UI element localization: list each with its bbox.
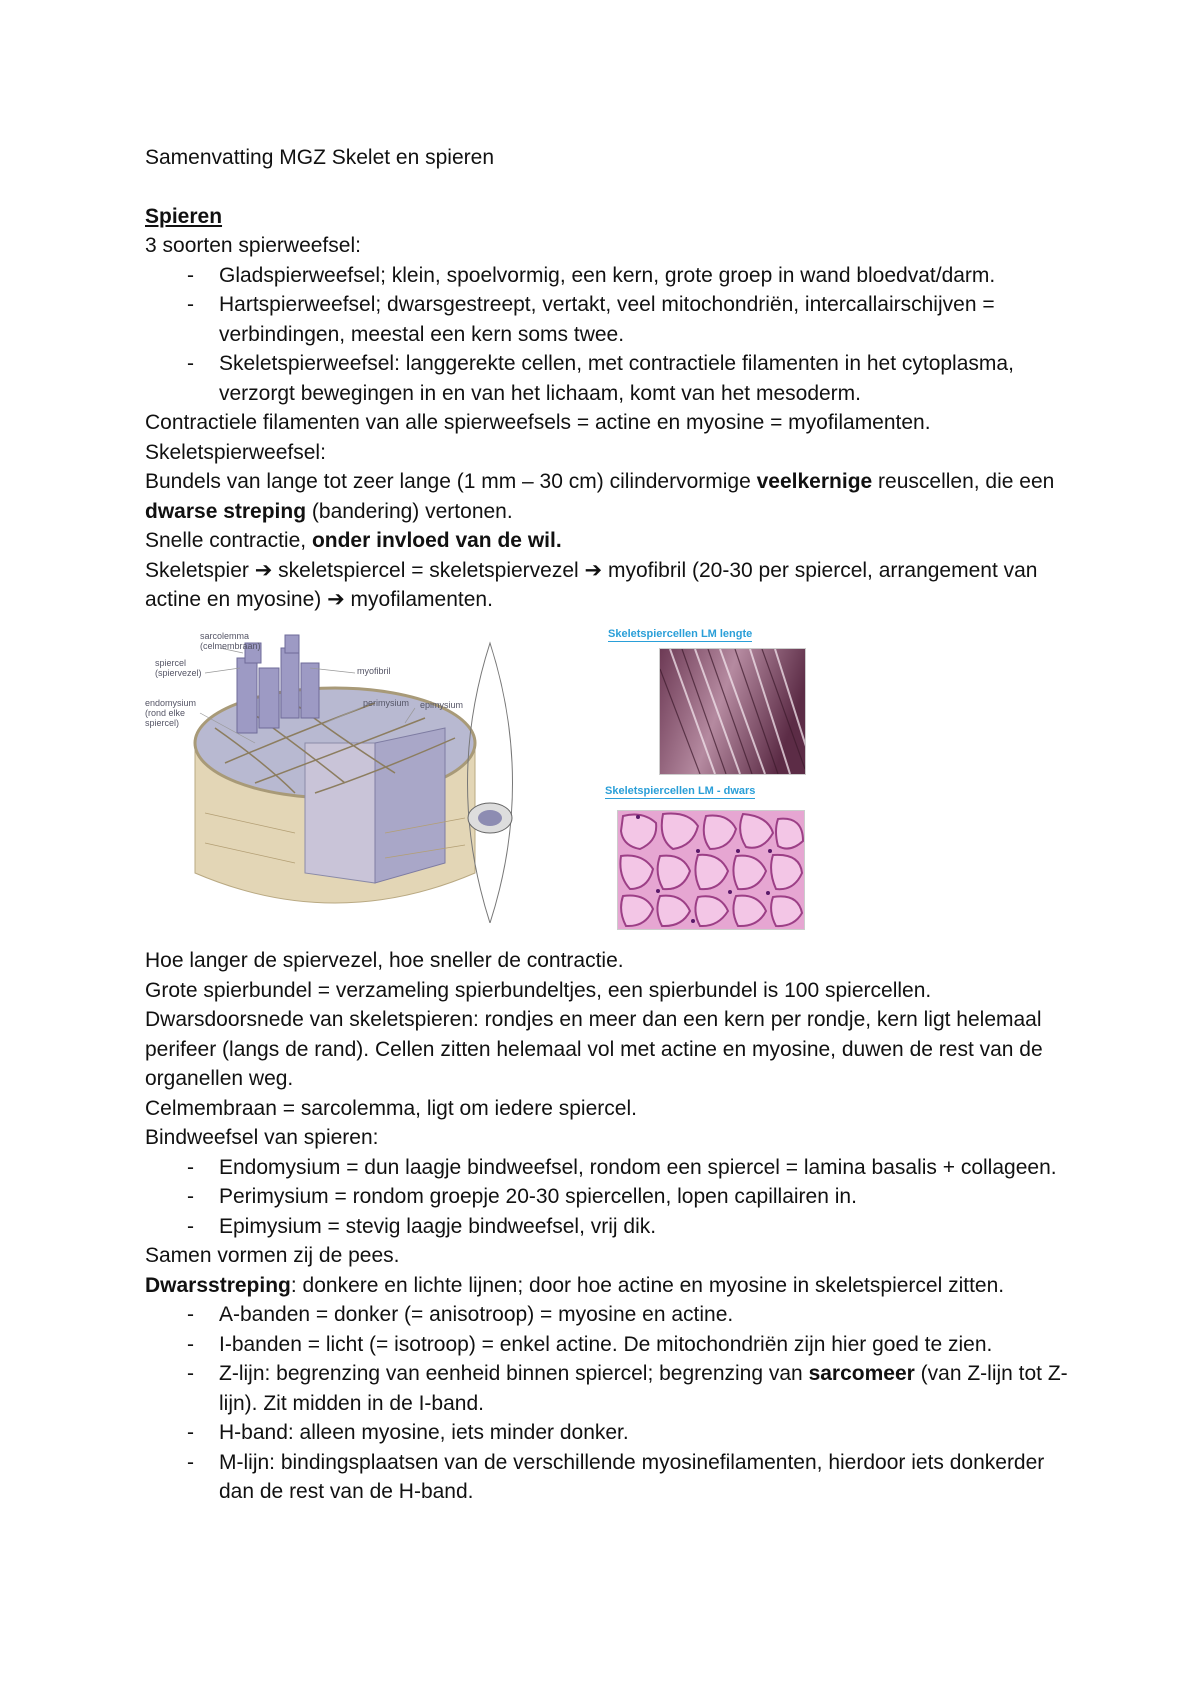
- zlijn-bold-sarcomeer: sarcomeer: [808, 1362, 915, 1385]
- bindweefsel-heading: Bindweefsel van spieren:: [145, 1126, 379, 1149]
- list-item: - Skeletspierweefsel: langgerekte cellen, met contractiele filamenten in het cytoplasma, verzorgt bewegingen in en van het lichaam, komt van het mesoderm.: [145, 349, 1075, 408]
- list-item: [145, 1359, 1075, 1418]
- hierarchie-text: Skeletspier ➔ skeletspiercel = skeletspiervezel ➔ myofibril (20-30 per spiercel, arrangement van actine en myosine) ➔ myofilamenten.: [145, 558, 1038, 611]
- document-top-section: [145, 143, 1075, 615]
- snelle-bold: onder invloed van de wil.: [311, 529, 562, 552]
- list-item: - Endomysium = dun laagje bindweefsel, rondom een spiercel = lamina basalis + collageen.: [145, 1153, 1075, 1183]
- dwarsdoorsnede-text: Dwarsdoorsnede van skeletspieren: rondjes en meer dan een kern per rondje, kern ligt helemaal perifeer (langs de rand). Cellen zitten helemaal vol met actine en myosine, duwen de rest van de organellen weg.: [145, 1008, 1043, 1090]
- snelle-paragraph: [145, 526, 1075, 556]
- micrograph-lengte-image: [659, 648, 806, 775]
- list-item: - Epimysium = stevig laagje bindweefsel, vrij dik.: [145, 1212, 1075, 1242]
- soorten-list: [145, 261, 1075, 409]
- celmembraan-text: Celmembraan = sarcolemma, ligt om iedere spiercel.: [145, 1096, 637, 1120]
- dwarsstreping-text: : donkere en lichte lijnen; door hoe actine en myosine in skeletspiercel zitten.: [290, 1273, 1005, 1297]
- label-perimysium: perimysium: [363, 698, 410, 708]
- list-item: - I-banden = licht (= isotroop) = enkel actine. De mitochondriën zijn hier goed te zien.: [145, 1330, 1075, 1360]
- muscle-structure-diagram: [145, 633, 565, 923]
- bundels-text-a: Bundels van lange tot zeer lange (1 mm – 30 cm) cilindervormige: [145, 470, 757, 493]
- pees-text: Samen vormen zij de pees.: [145, 1244, 400, 1267]
- bundels-bold-veelkernige: veelkernige: [756, 470, 873, 493]
- document-bottom-section: [145, 946, 1075, 1507]
- list-item: - Gladspierweefsel; klein, spoelvormig, een kern, grote groep in wand bloedvat/darm.: [145, 261, 1075, 291]
- zlijn-text-a: Z-lijn: begrenzing van eenheid binnen spiercel; begrenzing van: [219, 1362, 809, 1385]
- bundels-text-e: (bandering) vertonen.: [306, 499, 513, 523]
- label-endomysium: endomysium (rond elke spiercel): [145, 698, 197, 728]
- list-item: - Hartspierweefsel; dwarsgestreept, vertakt, veel mitochondriën, intercallairschijven = verbindingen, meestal een kern soms twee.: [145, 290, 1075, 349]
- label-spiercel: spiercel (spiervezel): [155, 658, 202, 678]
- bundels-bold-dwarse-streping: dwarse streping: [145, 499, 307, 523]
- list-item: - M-lijn: bindingsplaatsen van de verschillende myosinefilamenten, hierdoor iets donkerder dan de rest van de H-band.: [145, 1448, 1075, 1507]
- bindweefsel-list: [145, 1153, 1075, 1242]
- figure-area: [145, 628, 1075, 948]
- dwarsstreping-bold: Dwarsstreping: [145, 1273, 291, 1297]
- list-item: - A-banden = donker (= anisotroop) = myosine en actine.: [145, 1300, 1075, 1330]
- langer-text: Hoe langer de spiervezel, hoe sneller de contractie.: [145, 949, 624, 972]
- bundels-text-c: reuscellen, die een: [872, 470, 1055, 493]
- list-item: - Perimysium = rondom groepje 20-30 spiercellen, lopen capillairen in.: [145, 1182, 1075, 1212]
- label-sarcolemma: sarcolemma (celmembraan): [200, 631, 261, 651]
- dwarsstreping-paragraph: [145, 1271, 1075, 1301]
- skelet-heading: Skeletspierweefsel:: [145, 440, 326, 464]
- grote-text: Grote spierbundel = verzameling spierbundeltjes, een spierbundel is 100 spiercellen.: [145, 978, 932, 1002]
- list-item: - H-band: alleen myosine, iets minder donker.: [145, 1418, 1075, 1448]
- heading-spieren: Spieren: [145, 204, 223, 228]
- micro-lengte-label: Skeletspiercellen LM lengte: [608, 628, 753, 640]
- zlijn-text-c: (van Z-lijn tot Z-lijn). Zit midden in de I-band.: [219, 1362, 1068, 1415]
- snelle-text: Snelle contractie,: [145, 529, 312, 552]
- bundels-paragraph: [145, 467, 1075, 526]
- label-myofibril: myofibril: [357, 666, 391, 676]
- micro-dwars-label: Skeletspiercellen LM - dwars: [605, 785, 756, 797]
- filamenten-text: Contractiele filamenten van alle spierweefsels = actine en myosine = myofilamenten.: [145, 411, 931, 434]
- micrograph-dwars-image: [617, 810, 805, 930]
- label-epimysium: epimysium: [420, 700, 464, 710]
- soorten-intro: 3 soorten spierweefsel:: [145, 234, 361, 257]
- document-title: Samenvatting MGZ Skelet en spieren: [145, 146, 495, 169]
- banden-list: [145, 1300, 1075, 1507]
